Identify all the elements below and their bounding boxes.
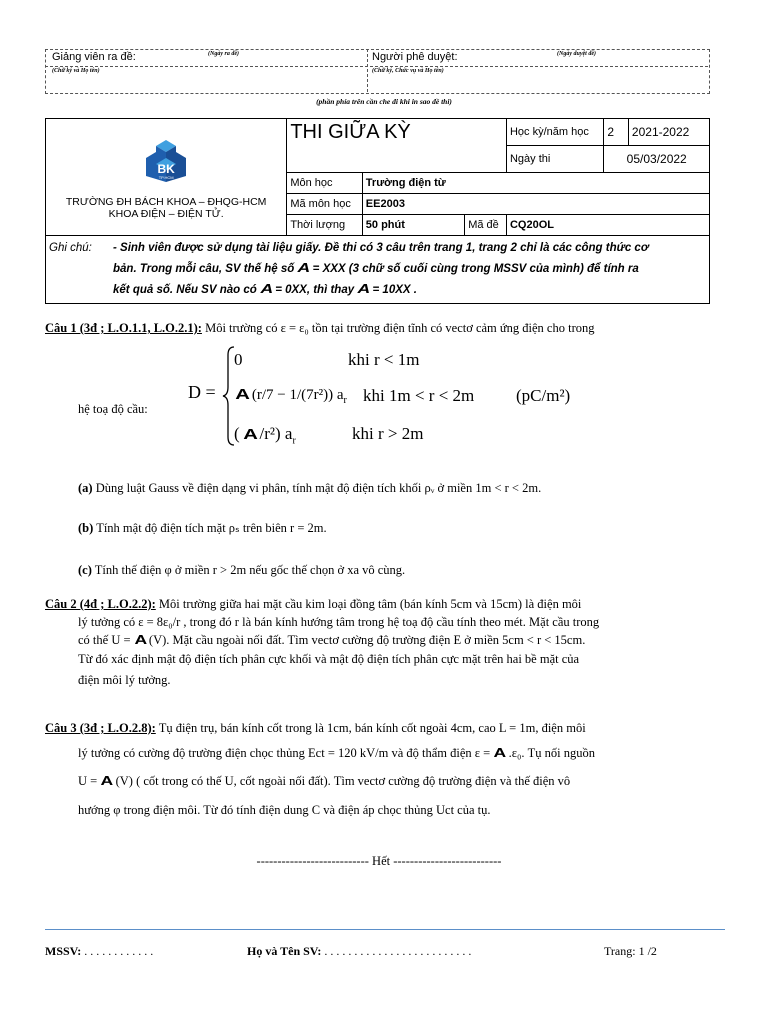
lecturer-date-hint: (Ngày ra đề) (208, 51, 239, 57)
year-value: 2021-2022 (628, 119, 709, 146)
q1-coord-label: hệ toạ độ cầu: (78, 402, 148, 416)
logo-text: BK (157, 162, 175, 176)
duration-label: Thời lượng (287, 215, 362, 236)
q2-line-4: Từ đó xác định mật độ điện tích phân cực khối và mật độ điện tích phân cực mặt trên hai bề mặt của (78, 652, 580, 666)
note-label: Ghi chú: (49, 242, 92, 254)
footer-name (247, 944, 471, 959)
coefficient-a-icon: A (235, 386, 249, 403)
mssv-label: MSSV: (45, 944, 82, 958)
approver-label: Người phê duyệt: (372, 51, 458, 63)
coefficient-a-icon: A (100, 773, 113, 788)
cut-note: (phần phía trên cần che đi khi in sao đề thi) (316, 97, 452, 106)
q3-line-2: lý tưởng có cường độ trường điện chọc thủng Ect = 120 kV/m và độ thẩm điện ε = A .ε₀. Tụ nối nguồn (78, 745, 595, 760)
q2-title: Câu 2 (4đ ; L.O.2.2): (45, 597, 156, 611)
end-marker: --------------------------- Hết -------------------------- (256, 854, 502, 868)
logo-subtext: TP.HCM (158, 175, 174, 180)
exam-code-value: CQ20OL (506, 215, 709, 236)
note-line-2: bản. Trong mỗi câu, SV thế hệ số A = XXX (3 chữ số cuối cùng trong MSSV của mình) để tính ra (113, 260, 639, 275)
page-number: Trang: 1 /2 (604, 944, 657, 958)
q3-title: Câu 3 (3đ ; L.O.2.8): (45, 721, 156, 735)
q1-case2-value: A (r/7 − 1/(7r²)) $a_r$ (235, 386, 347, 406)
footer-mssv (45, 944, 153, 959)
q1-part-c: (c) Tính thế điện φ ở miền r > 2m nếu gốc thế chọn ở xa vô cùng. (78, 563, 406, 577)
signature-box-divider (367, 49, 368, 92)
date-value: 05/03/2022 (604, 146, 710, 173)
university-name: TRƯỜNG ĐH BÁCH KHOA – ĐHQG-HCM (65, 196, 267, 208)
code-value: EE2003 (362, 194, 709, 215)
subject-value: Trường điện từ (362, 173, 709, 194)
date-label: Ngày thi (506, 146, 603, 173)
q1-case2-condition: khi 1m < r < 2m (363, 386, 475, 405)
coefficient-a-icon: A (297, 260, 310, 275)
mssv-dots: . . . . . . . . . . . . (84, 944, 154, 958)
code-label: Mã môn học (287, 194, 362, 215)
q1-unit: (pC/m²) (516, 386, 571, 405)
coefficient-a-icon: A (493, 745, 506, 760)
q2-line-1: Câu 2 (4đ ; L.O.2.2): Môi trường giữa hai mặt cầu kim loại đồng tâm (bán kính 5cm và 15cm) là điện môi (45, 597, 582, 611)
note-line-1: - Sinh viên được sử dụng tài liệu giấy. Đề thi có 3 câu trên trang 1, trang 2 chỉ là các công thức cơ (113, 242, 649, 254)
notes-cell (46, 236, 710, 304)
q3-line-1: Câu 3 (3đ ; L.O.2.8): Tụ điện trụ, bán kính cốt trong là 1cm, bán kính cốt ngoài 4cm, cao L = 1m, điện môi (45, 721, 586, 735)
signature-box-hline (45, 66, 708, 67)
q2-line-5: điện môi lý tưởng. (78, 673, 171, 687)
q3-line-4: hướng φ trong điện môi. Từ đó tính điện dung C và điện áp chọc thủng Uct của tụ. (78, 803, 491, 817)
bk-logo (140, 138, 192, 190)
q1-title: Câu 1 (3đ ; L.O.1.1, L.O.2.1): (45, 321, 202, 335)
q1-part-b: (b) Tính mật độ điện tích mặt ρₛ trên biên r = 2m. (78, 521, 327, 535)
q1-intro: Môi trường có ε = ε₀ tồn tại trường điện tĩnh có vectơ cảm ứng điện cho trong (205, 321, 595, 335)
coefficient-a-icon: A (242, 426, 257, 443)
q1-part-a: (a) Dùng luật Gauss về điện dạng vi phân, tính mật độ điện tích khối ρᵥ ở miền 1m < r < 2m. (78, 481, 542, 495)
semester-label: Học kỳ/năm học (506, 119, 603, 146)
exam-header-table (45, 118, 710, 304)
approver-sign-hint: (Chữ ký, Chức vụ và Họ tên) (372, 68, 444, 74)
q1-case1-value: 0 (234, 350, 243, 369)
coefficient-a-icon: A (134, 632, 146, 647)
q3-line-3: U = A (V) ( cốt trong có thế U, cốt ngoài nối đất). Tìm vectơ cường độ trường điện và thế điện vô (78, 773, 571, 788)
exam-code-label: Mã đề (465, 215, 507, 236)
q2-line-2: lý tưởng có ε = 8ε₀/r , trong đó r là bán kính hướng tâm trong hệ toạ độ cầu tính theo mét. Mặt cầu trong (78, 615, 600, 629)
coefficient-a-icon: A (357, 281, 369, 296)
q1-case3-value: ( A /r²) $a_r$ (234, 424, 296, 447)
q1-case1-condition: khi r < 1m (348, 350, 420, 369)
semester-value: 2 (604, 119, 629, 146)
lecturer-label: Giảng viên ra đề: (52, 51, 136, 63)
exam-title: THI GIỮA KỲ (287, 119, 507, 173)
q1-d-vector: D = (188, 382, 216, 402)
q1-heading (45, 319, 725, 337)
note-line-3: kết quả số. Nếu SV nào có A = 0XX, thì thay A = 10XX . (113, 281, 417, 296)
q1-case3-condition: khi r > 2m (352, 424, 424, 443)
subject-label: Môn học (287, 173, 362, 194)
lecturer-sign-hint: (Chữ ký và Họ tên) (52, 68, 100, 74)
coefficient-a-icon: A (260, 281, 272, 296)
footer-divider (45, 929, 725, 930)
duration-value: 50 phút (362, 215, 464, 236)
name-dots: . . . . . . . . . . . . . . . . . . . . . . . . . (324, 944, 472, 958)
approver-date-hint: (Ngày duyệt đề) (557, 51, 596, 57)
q2-line-3: có thế U = A (V). Mặt cầu ngoài nối đất. Tìm vectơ cường độ trường điện E ở miền 5cm < r < 15cm. (78, 632, 586, 647)
university-cell (46, 119, 287, 236)
faculty-name: KHOA ĐIỆN – ĐIỆN TỬ. (108, 208, 224, 220)
name-label: Họ và Tên SV: (247, 944, 322, 958)
